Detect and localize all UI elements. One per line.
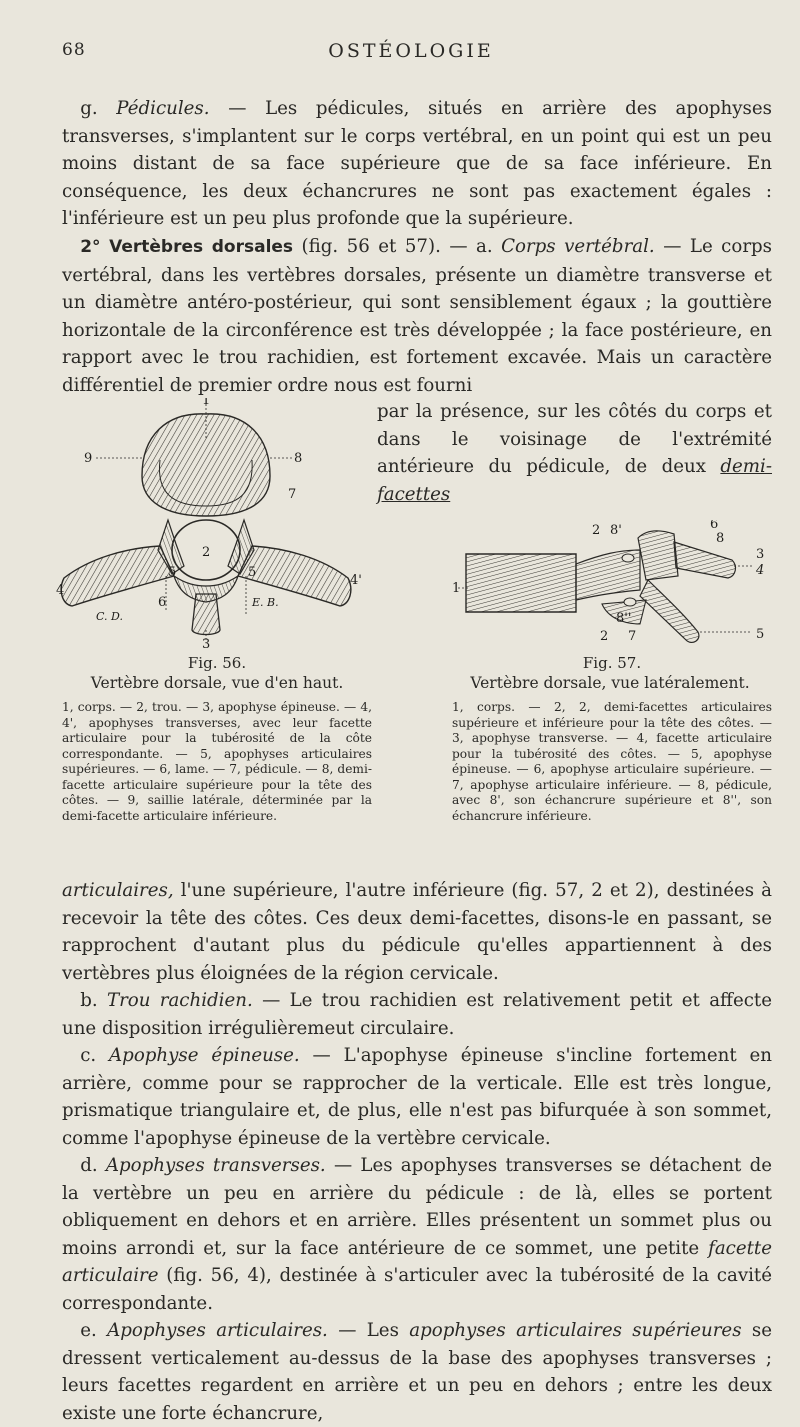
page-header: [62, 40, 760, 70]
paragraph-trou-rachidien: [62, 987, 772, 1042]
figure-56-label: 5: [168, 565, 177, 580]
figure-56-caption: Vertèbre dorsale, vue d'en haut.: [90, 674, 344, 692]
body-continuation: [62, 877, 772, 1427]
paragraph-text: (fig. 56, 4), destinée à s'articuler avec la tubérosité de la cavité correspondante.: [62, 1265, 772, 1314]
figure-56-label: 4': [350, 573, 362, 588]
figure-56-illustration: [56, 398, 372, 650]
paragraph-text: — Les pédicules, situés en arrière des apophyses transverses, s'implantent sur le corps vertébral, en un point qui est un peu moins distant de sa face supérieure que de sa face inférieure. En conséquence, les deux échancrures ne sont pas exactement égales : l'inférieure est un peu plus profonde que la supérieure.: [62, 98, 772, 229]
paragraph-wrap-around-figure: [377, 398, 772, 508]
figure-56-label: 1: [202, 398, 211, 408]
paragraph-text: — Les: [327, 1320, 410, 1341]
figure-56-label: 6: [158, 595, 167, 610]
figure-57-illustration: [452, 520, 772, 648]
section-title: Apophyses transverses.: [105, 1155, 326, 1176]
figure-57-label: 2: [592, 523, 601, 538]
figure-56-label: 2: [202, 545, 211, 560]
figure-57-label: 4: [756, 563, 765, 578]
section-subtitle: Corps vertébral.: [501, 236, 655, 257]
paragraph-apophyses-articulaires: [62, 1317, 772, 1427]
section-heading: 2° Vertèbres dorsales: [80, 237, 294, 257]
figure-56-label: 7: [288, 487, 297, 502]
figure-56-label: 9: [84, 451, 93, 466]
paragraph-pedicules: [62, 95, 772, 233]
paragraph-demi-facettes: [62, 877, 772, 987]
paragraph-vertebres-dorsales: [62, 233, 772, 399]
running-title: OSTÉOLOGIE: [328, 40, 494, 62]
section-title: Apophyses articulaires.: [107, 1320, 328, 1341]
paragraph-text: — Le trou rachidien est relativement petit et affecte une disposition irrégulièremeut circulaire.: [62, 990, 772, 1039]
figure-57-caption: Vertèbre dorsale, vue latéralement.: [470, 674, 750, 692]
figure-56-label: 3: [202, 637, 211, 650]
section-letter: e.: [80, 1320, 97, 1341]
figure-57-label: 2: [600, 629, 609, 644]
page-number: 68: [62, 40, 86, 60]
paragraph-apophyse-epineuse: [62, 1042, 772, 1152]
section-title: Apophyse épineuse.: [109, 1045, 300, 1066]
figure-56-label: 5: [248, 565, 257, 580]
figure-56: [56, 398, 372, 650]
paragraph-text: l'une supérieure, l'autre inférieure (fig. 57, 2 et 2), destinées à recevoir la tête des côtes. Ces deux demi-facettes, disons-le en passant, se rapprochent d'autant plus du pédicule qu'elles appartiennent à des vertèbres plus éloignées de la région cervicale.: [62, 880, 772, 984]
figure-56-title: Fig. 56.: [187, 654, 247, 672]
term-articulaires: articulaires,: [62, 880, 174, 901]
figure-57-label: 8': [610, 523, 622, 538]
paragraph-text: — Le corps vertébral, dans les vertèbres dorsales, présente un diamètre transverse et un diamètre antéro-postérieur, qui sont sensiblement égaux ; la gouttière horizontale de la circonférence est très développée ; la face postérieure, en rapport avec le trou rachidien, est fortement excavée. Mais un caractère différentiel de premier ordre nous est fourni: [62, 236, 772, 396]
section-letter: c.: [80, 1045, 97, 1066]
term-demi-facettes: demi-facettes: [377, 456, 772, 505]
paragraph-apophyses-transverses: [62, 1152, 772, 1317]
paragraph-text: — L'apophyse épineuse s'incline fortement en arrière, comme pour se rapprocher de la verticale. Elle est très longue, prismatique triangulaire et, de plus, elle n'est pas bifurquée à son sommet, comme l'apophyse épineuse de la vertèbre cervicale.: [62, 1045, 772, 1149]
section-title: Trou rachidien.: [106, 990, 253, 1011]
figure-57-label: 1: [452, 581, 461, 596]
figure-57-label: 8'': [616, 611, 632, 626]
section-letter: d.: [80, 1155, 98, 1176]
section-letter: b.: [80, 990, 98, 1011]
figure-57-title: Fig. 57.: [582, 654, 642, 672]
section-letter: g.: [80, 98, 98, 119]
figure-57-label: 3: [756, 547, 765, 562]
paragraph-text: se dressent verticalement au-dessus de la base des apophyses transverses ; leurs facettes regardent en arrière et un peu en dehors ; entre les deux existe une forte échancrure,: [62, 1320, 772, 1424]
figure-56-label: 8: [294, 451, 303, 466]
figure-56-legend: 1, corps. — 2, trou. — 3, apophyse épineuse. — 4, 4', apophyses transverses, avec leur facette articulaire pour la tubérosité de la côte correspondante. — 5, apophyses articulaires supérieures. — 6, lame. — 7, pédicule. — 8, demi-facette articulaire supérieure pour la tête des côtes. — 9, saillie latérale, déterminée par la demi-facette articulaire inférieure.: [62, 700, 372, 823]
figure-57-label: 8: [716, 531, 725, 546]
paragraph-text: par la présence, sur les côtés du corps et dans le voisinage de l'extrémité antérieure du pédicule, de deux: [377, 401, 772, 477]
figure-56-label: E. B.: [252, 596, 279, 609]
term-apophyses-articulaires-superieures: apophyses articulaires supérieures: [409, 1320, 742, 1341]
term-facette-articulaire: facette articulaire: [62, 1237, 772, 1286]
figure-57-label: 6: [710, 520, 719, 532]
figure-57: [452, 520, 772, 648]
figure-57-legend: 1, corps. — 2, 2, demi-facettes articulaires supérieure et inférieure pour la tête des côtes. — 3, apophyse transverse. — 4, facette articulaire pour la tubérosité des côtes. — 5, apophyse épineuse. — 6, apophyse articulaire supérieure. — 7, apophyse articulaire inférieure. — 8, pédicule, avec 8', son échancrure supérieure et 8'', son échancrure inférieure.: [452, 700, 772, 823]
section-title: Pédicules.: [116, 98, 210, 119]
figure-reference: (fig. 56 et 57). — a.: [293, 236, 502, 257]
figure-57-label: 5: [756, 627, 765, 642]
figure-56-label: C. D.: [96, 610, 123, 623]
figure-56-label: 4: [56, 583, 65, 598]
paragraph-text: — Les apophyses transverses se détachent de la vertèbre un peu en arrière du pédicule : de là, elles se portent obliquement en dehors et en arrière. Elles présentent un sommet plus ou moins arrondi et, sur la face antérieure de ce sommet, une petite: [62, 1155, 772, 1259]
figure-57-label: 7: [628, 629, 637, 644]
